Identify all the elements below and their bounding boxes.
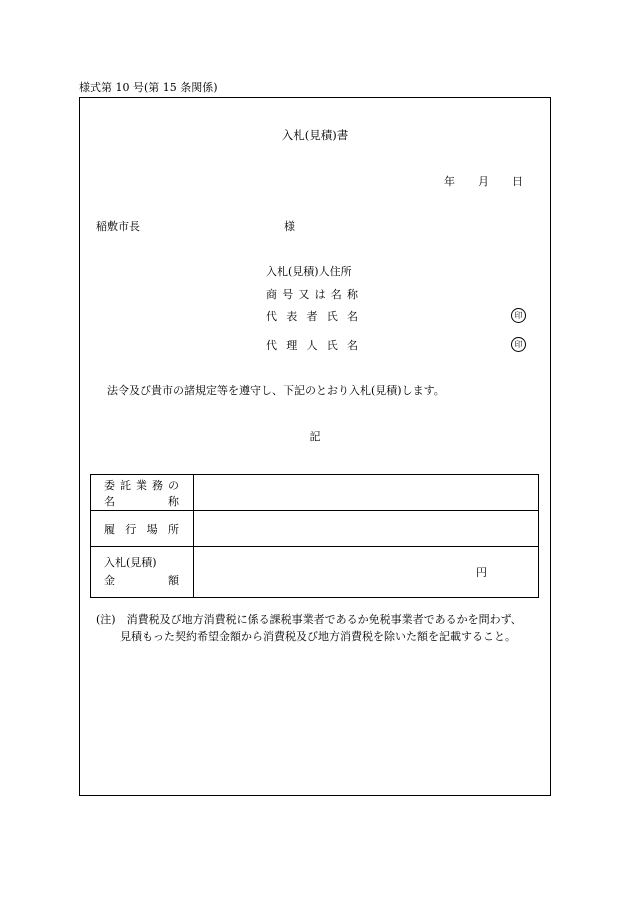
amount-label-line1: 入札(見積) xyxy=(104,556,157,569)
contract-name-label-line1: 委託業務の xyxy=(104,479,179,492)
table-label-cell xyxy=(91,511,194,546)
compliance-statement: 法令及び貴市の諸規定等を遵守し、下記のとおり入札(見積)します。 xyxy=(107,384,445,397)
location-label: 履行場所 xyxy=(104,523,179,536)
table-label-cell xyxy=(91,475,194,510)
details-table xyxy=(90,474,539,598)
addressee-name: 稲敷市長 xyxy=(96,220,140,233)
document-title: 入札(見積)書 xyxy=(281,128,349,142)
date-month-label: 月 xyxy=(478,175,489,188)
date-year-label: 年 xyxy=(444,175,455,188)
table-label-cell xyxy=(91,547,194,597)
table-row-contract-name xyxy=(91,475,538,511)
yen-unit-label: 円 xyxy=(476,566,487,579)
bidder-representative-label: 代表者氏名 xyxy=(266,310,358,323)
table-row-location xyxy=(91,511,538,547)
form-number-label: 様式第 10 号(第 15 条関係) xyxy=(79,81,218,94)
seal-mark-agent: 印 xyxy=(511,337,526,352)
bidder-address-label: 入札(見積)人住所 xyxy=(266,265,352,278)
date-day-label: 日 xyxy=(512,175,523,188)
seal-mark-representative: 印 xyxy=(511,308,526,323)
contract-name-label-line2: 名称 xyxy=(104,495,179,508)
table-row-amount xyxy=(91,547,538,597)
ki-heading: 記 xyxy=(309,430,321,443)
bidder-company-label: 商号又は名称 xyxy=(266,288,358,301)
document-frame xyxy=(79,97,551,796)
bidder-agent-label: 代理人氏名 xyxy=(266,339,358,352)
note-line-1: (注) 消費税及び地方消費税に係る課税事業者であるか免税事業者であるかを問わず、 xyxy=(96,613,522,626)
note-line-2: 見積もった契約希望金額から消費税及び地方消費税を除いた額を記載すること。 xyxy=(120,630,516,643)
addressee-honorific: 様 xyxy=(284,220,295,233)
amount-label-line2: 金額 xyxy=(104,574,179,587)
